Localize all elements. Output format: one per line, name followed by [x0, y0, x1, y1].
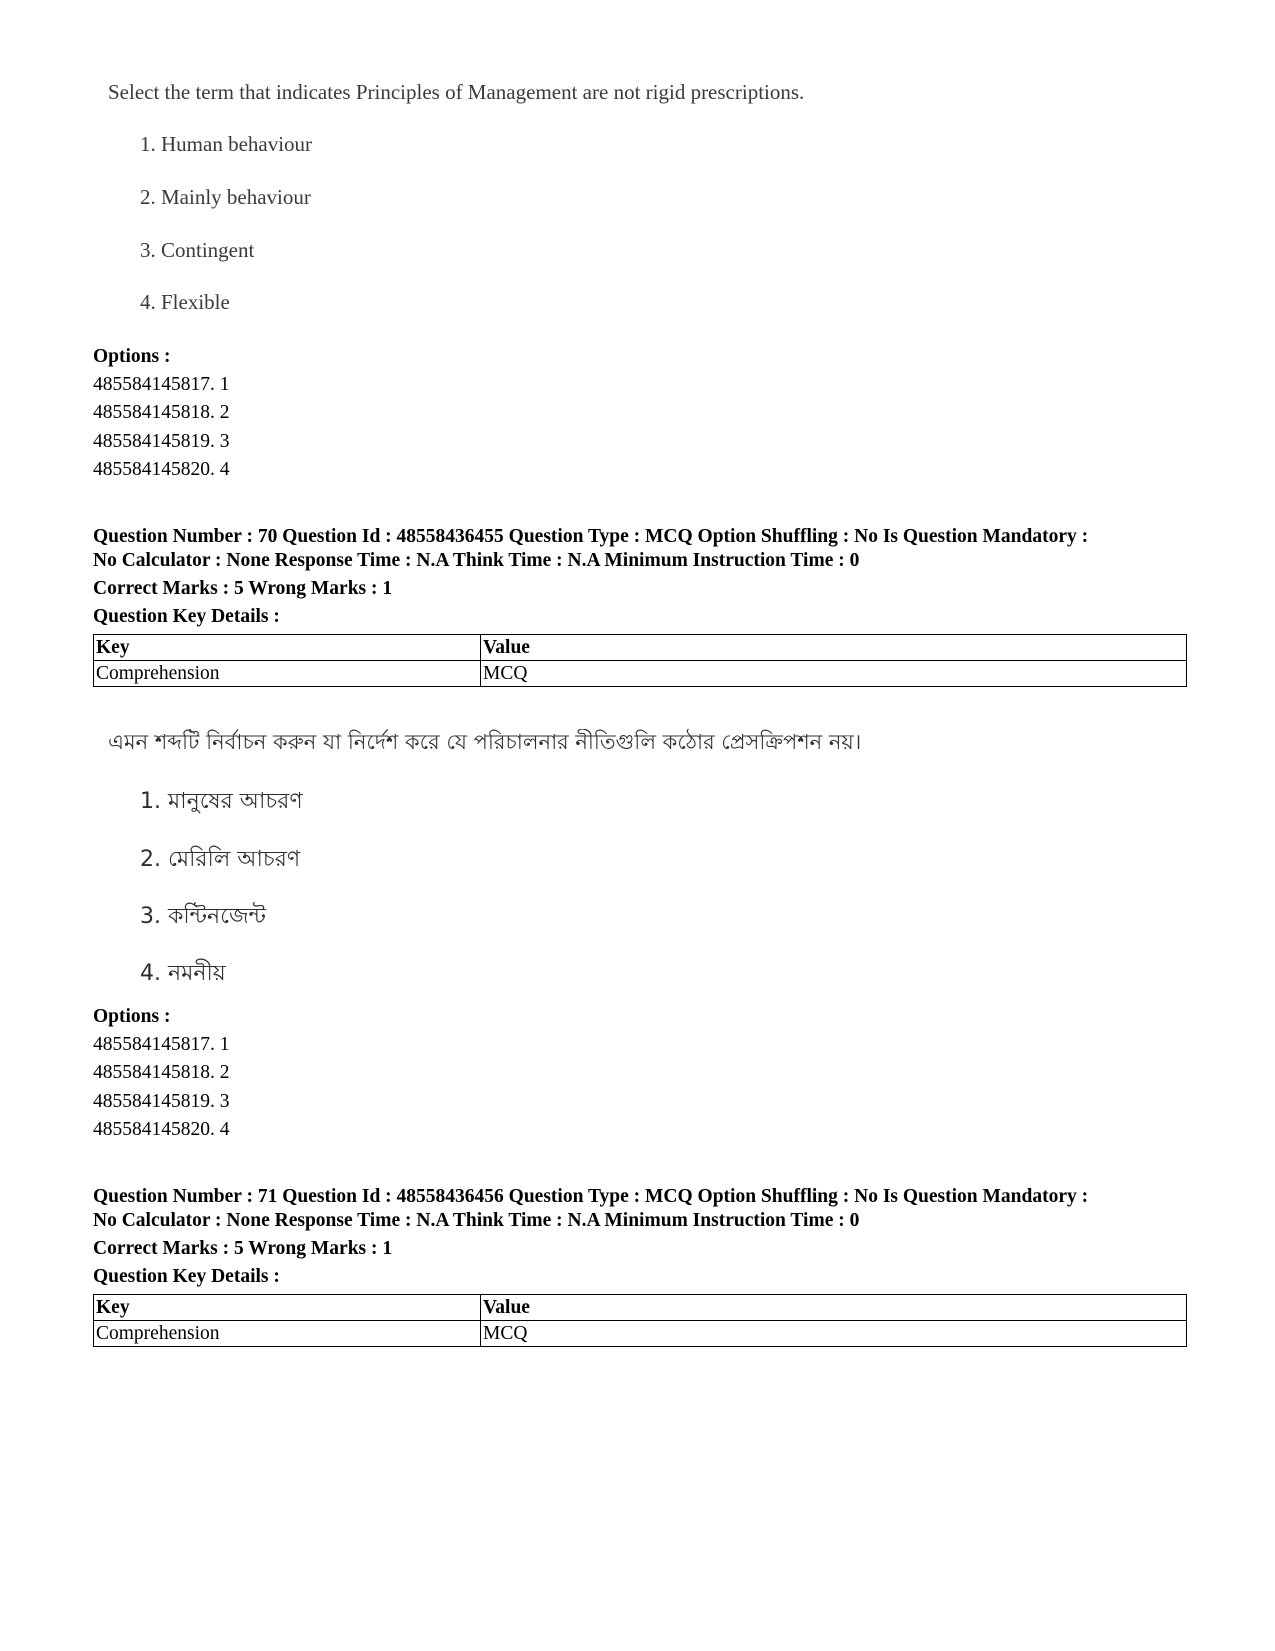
question-meta-line: Question Number : 71 Question Id : 48558436456 Question Type : MCQ Option Shuffling : No Is Question Mandatory : [93, 1186, 1089, 1207]
question-meta-line: No Calculator : None Response Time : N.A Think Time : N.A Minimum Instruction Time : 0 [93, 550, 860, 571]
question-key-details-label: Question Key Details : [93, 1266, 280, 1287]
option-id-line: 485584145820. 4 [93, 1119, 230, 1140]
table-header-row [94, 635, 1187, 661]
table-header-value: Value [481, 635, 1187, 661]
question-key-table [93, 1294, 1187, 1347]
table-row [94, 1321, 1187, 1347]
table-header-row [94, 1295, 1187, 1321]
question-meta-line: No Calculator : None Response Time : N.A Think Time : N.A Minimum Instruction Time : 0 [93, 1210, 860, 1231]
question-option: 2. মেরিলি আচরণ [140, 847, 301, 872]
option-id-line: 485584145820. 4 [93, 459, 230, 480]
table-cell: Comprehension [94, 1321, 481, 1347]
options-label: Options : [93, 346, 171, 367]
table-cell: MCQ [481, 661, 1187, 687]
question-image-english [108, 80, 805, 314]
table-cell: MCQ [481, 1321, 1187, 1347]
option-id-line: 485584145819. 3 [93, 431, 230, 452]
question-option: 4. Flexible [140, 290, 230, 314]
question-option: 3. Contingent [140, 238, 255, 262]
question-stem: এমন শব্দটি নির্বাচন করুন যা নির্দেশ করে যে পরিচালনার নীতিগুলি কঠোর প্রেসক্রিপশন নয়। [108, 730, 862, 754]
table-header-key: Key [94, 1295, 481, 1321]
question-option: 3. কন্টিনজেন্ট [140, 904, 266, 929]
question-option: 4. নমনীয় [140, 961, 226, 986]
option-id-line: 485584145818. 2 [93, 402, 230, 423]
question-option: 1. Human behaviour [140, 132, 313, 156]
question-key-table [93, 634, 1187, 687]
question-image-bengali [108, 726, 862, 986]
question-option: 2. Mainly behaviour [140, 185, 311, 209]
option-id-line: 485584145817. 1 [93, 374, 230, 395]
question-marks: Correct Marks : 5 Wrong Marks : 1 [93, 1238, 393, 1259]
option-id-line: 485584145819. 3 [93, 1091, 230, 1112]
question-key-details-label: Question Key Details : [93, 606, 280, 627]
options-label: Options : [93, 1006, 171, 1027]
question-option: 1. মানুষের আচরণ [140, 789, 303, 814]
question-meta-line: Question Number : 70 Question Id : 48558436455 Question Type : MCQ Option Shuffling : No Is Question Mandatory : [93, 526, 1089, 547]
table-header-key: Key [94, 635, 481, 661]
question-marks: Correct Marks : 5 Wrong Marks : 1 [93, 578, 393, 599]
question-stem: Select the term that indicates Principles of Management are not rigid prescriptions. [108, 80, 805, 104]
table-header-value: Value [481, 1295, 1187, 1321]
table-row [94, 661, 1187, 687]
option-id-line: 485584145818. 2 [93, 1062, 230, 1083]
table-cell: Comprehension [94, 661, 481, 687]
option-id-line: 485584145817. 1 [93, 1034, 230, 1055]
